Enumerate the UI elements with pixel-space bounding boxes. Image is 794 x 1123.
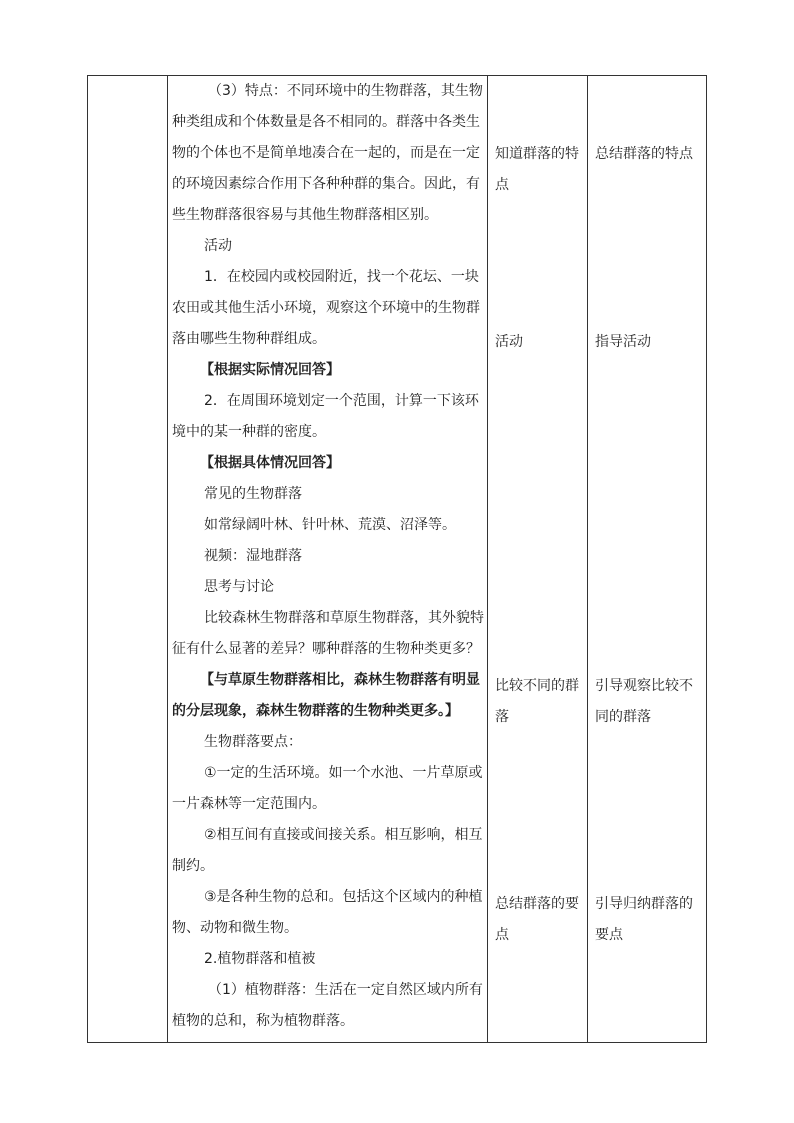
teacher-activity-cell bbox=[595, 76, 705, 1042]
teacher-line: 同的群落 bbox=[595, 709, 651, 725]
blank-column-cell bbox=[88, 76, 167, 1042]
content-line: 征有什么显著的差异？哪种群落的生物种类更多？ bbox=[172, 641, 480, 657]
content-line: ③是各种生物的总和。包括这个区域内的种植 bbox=[204, 889, 483, 905]
student-line: 点 bbox=[495, 927, 509, 943]
answer-line: 【根据具体情况回答】 bbox=[200, 455, 340, 471]
teaching-content-cell bbox=[172, 76, 484, 1037]
content-line: 视频：湿地群落 bbox=[204, 548, 302, 564]
content-line: 比较森林生物群落和草原生物群落，其外貌特 bbox=[204, 610, 484, 626]
content-line: 的环境因素综合作用下各种种群的集合。因此，有 bbox=[172, 176, 480, 192]
teacher-line: 引导归纳群落的 bbox=[595, 896, 693, 912]
answer-line: 【与草原生物群落相比，森林生物群落有明显 bbox=[200, 672, 480, 688]
lesson-plan-table bbox=[87, 75, 707, 1043]
content-line: （1）植物群落：生活在一定自然区域内所有 bbox=[208, 982, 483, 998]
content-line: 生物群落要点： bbox=[204, 734, 302, 750]
content-line: ②相互间有直接或间接关系。相互影响，相互 bbox=[204, 827, 483, 843]
teacher-line: 指导活动 bbox=[595, 334, 651, 350]
teacher-line: 引导观察比较不 bbox=[595, 678, 693, 694]
student-line: 落 bbox=[495, 709, 509, 725]
content-line: 物、动物和微生物。 bbox=[172, 920, 298, 936]
content-line: 种类组成和个体数量是各不相同的。群落中各类生 bbox=[172, 114, 480, 130]
content-line: 2．在周围环境划定一个范围，计算一下该环 bbox=[204, 393, 479, 409]
content-line: 制约。 bbox=[172, 858, 214, 874]
student-line: 比较不同的群 bbox=[495, 678, 579, 694]
content-line: 常见的生物群落 bbox=[204, 486, 302, 502]
student-line: 知道群落的特 bbox=[495, 146, 579, 162]
content-line: 农田或其他生活小环境，观察这个环境中的生物群 bbox=[172, 300, 480, 316]
content-line: 活动 bbox=[204, 238, 232, 254]
student-line: 总结群落的要 bbox=[495, 896, 579, 912]
content-line: 1．在校园内或校园附近，找一个花坛、一块 bbox=[204, 269, 479, 285]
content-line: 些生物群落很容易与其他生物群落相区别。 bbox=[172, 207, 438, 223]
content-line: 落由哪些生物种群组成。 bbox=[172, 331, 326, 347]
teacher-line: 总结群落的特点 bbox=[595, 146, 693, 162]
column-divider-1 bbox=[167, 76, 168, 1042]
content-line: ①一定的生活环境。如一个水池、一片草原或 bbox=[204, 765, 483, 781]
student-line: 活动 bbox=[495, 334, 523, 350]
answer-line: 【根据实际情况回答】 bbox=[200, 362, 340, 378]
content-line: 植物的总和，称为植物群落。 bbox=[172, 1013, 354, 1029]
content-line: 物的个体也不是简单地凑合在一起的，而是在一定 bbox=[172, 145, 480, 161]
content-line: 境中的某一种群的密度。 bbox=[172, 424, 326, 440]
student-activity-cell bbox=[495, 76, 585, 1042]
content-line: 如常绿阔叶林、针叶林、荒漠、沼泽等。 bbox=[204, 517, 456, 533]
column-divider-3 bbox=[587, 76, 588, 1042]
content-line: 一片森林等一定范围内。 bbox=[172, 796, 326, 812]
content-line: （3）特点：不同环境中的生物群落，其生物 bbox=[208, 83, 483, 99]
column-divider-2 bbox=[487, 76, 488, 1042]
content-line: 思考与讨论 bbox=[204, 579, 274, 595]
content-line: 2.植物群落和植被 bbox=[204, 951, 316, 967]
answer-line: 的分层现象，森林生物群落的生物种类更多。】 bbox=[172, 703, 459, 719]
student-line: 点 bbox=[495, 177, 509, 193]
teacher-line: 要点 bbox=[595, 927, 623, 943]
